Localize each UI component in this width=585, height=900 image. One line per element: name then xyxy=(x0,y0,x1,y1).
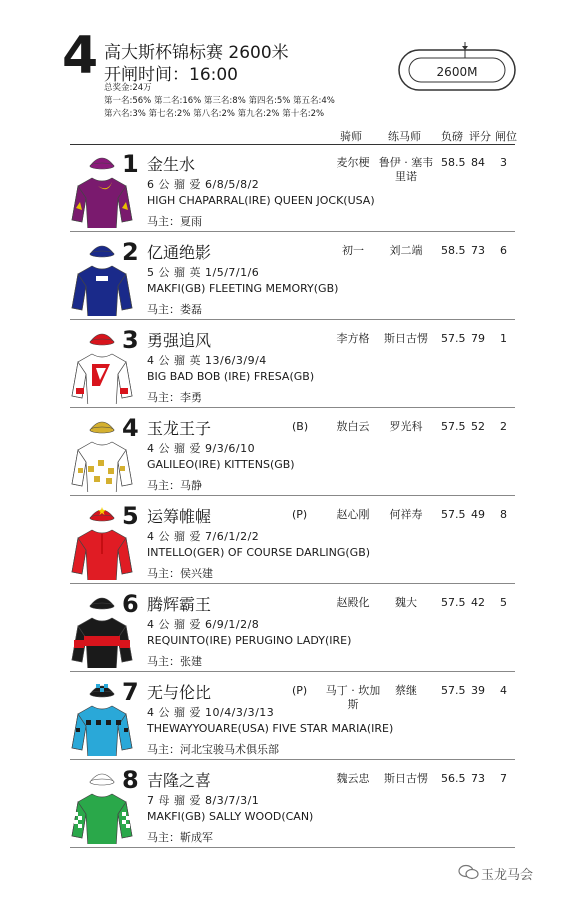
equipment-tag: (P) xyxy=(292,508,308,521)
barrier-draw: 8 xyxy=(500,508,507,521)
row-divider xyxy=(70,671,515,672)
footer-brand: 玉龙马会 xyxy=(481,868,534,883)
equipment-tag: (P) xyxy=(292,684,308,697)
jockey-name: 魏云忠 xyxy=(336,772,370,785)
trainer-name: 何祥寿 xyxy=(389,508,423,521)
runner-row xyxy=(0,586,585,672)
horse-number: 1 xyxy=(122,150,139,178)
column-jockey: 骑师 xyxy=(340,130,362,143)
header-divider xyxy=(70,144,515,145)
barrier-draw: 4 xyxy=(500,684,507,697)
horse-number: 3 xyxy=(122,326,139,354)
runner-row xyxy=(0,146,585,232)
horse-owner: 马主：李勇 xyxy=(147,391,202,404)
carried-weight: 56.5 xyxy=(441,772,466,785)
horse-number: 8 xyxy=(122,766,139,794)
horse-pedigree: MAKFI(GB) FLEETING MEMORY(GB) xyxy=(147,282,339,295)
row-divider xyxy=(70,407,515,408)
barrier-draw: 2 xyxy=(500,420,507,433)
jockey-name: 赵心刚 xyxy=(336,508,370,521)
carried-weight: 57.5 xyxy=(441,420,466,433)
horse-number: 5 xyxy=(122,502,139,530)
horse-stats: 4 公 骝 爱 9/3/6/10 xyxy=(147,442,256,455)
horse-rating: 49 xyxy=(471,508,485,521)
horse-stats: 4 公 骝 英 13/6/3/9/4 xyxy=(147,354,267,367)
horse-pedigree: HIGH CHAPARRAL(IRE) QUEEN JOCK(USA) xyxy=(147,194,375,207)
column-draw: 闸位 xyxy=(495,130,517,143)
horse-name: 腾辉霸王 xyxy=(147,595,212,614)
horse-owner: 马主：靳成军 xyxy=(147,831,213,844)
horse-pedigree: THEWAYYOUARE(USA) FIVE STAR MARIA(IRE) xyxy=(147,722,394,735)
carried-weight: 57.5 xyxy=(441,332,466,345)
trainer-name: 魏大 xyxy=(395,596,417,609)
runner-row xyxy=(0,410,585,496)
horse-number: 7 xyxy=(122,678,139,706)
horse-rating: 39 xyxy=(471,684,485,697)
row-divider xyxy=(70,847,515,848)
jockey-name: 麦尔梗 xyxy=(336,156,370,169)
jockey-name: 初一 xyxy=(342,244,364,257)
horse-pedigree: REQUINTO(IRE) PERUGINO LADY(IRE) xyxy=(147,634,352,647)
carried-weight: 58.5 xyxy=(441,244,466,257)
horse-stats: 6 公 骝 爱 6/8/5/8/2 xyxy=(147,178,260,191)
row-divider xyxy=(70,319,515,320)
jockey-name: 赵殿化 xyxy=(336,596,370,609)
horse-name: 勇强追风 xyxy=(147,331,212,350)
horse-owner: 马主：张建 xyxy=(147,655,202,668)
purse-total: 总奖金:24万 xyxy=(104,83,152,93)
horse-name: 玉龙王子 xyxy=(147,419,212,438)
prize-line-2: 第六名:3% 第七名:2% 第八名:2% 第九名:2% 第十名:2% xyxy=(104,109,325,119)
horse-owner: 马主：马静 xyxy=(147,479,202,492)
runner-row xyxy=(0,498,585,584)
track-diagram-icon xyxy=(395,38,520,94)
race-number: 4 xyxy=(62,26,99,86)
row-divider xyxy=(70,583,515,584)
carried-weight: 57.5 xyxy=(441,508,466,521)
runner-row xyxy=(0,322,585,408)
horse-pedigree: MAKFI(GB) SALLY WOOD(CAN) xyxy=(147,810,314,823)
column-weight: 负磅 xyxy=(441,130,463,143)
barrier-draw: 3 xyxy=(500,156,507,169)
jockey-name: 李方格 xyxy=(336,332,370,345)
horse-rating: 79 xyxy=(471,332,485,345)
column-trainer: 练马师 xyxy=(388,130,421,143)
horse-rating: 42 xyxy=(471,596,485,609)
row-divider xyxy=(70,231,515,232)
horse-pedigree: BIG BAD BOB (IRE) FRESA(GB) xyxy=(147,370,315,383)
race-title: 高大斯杯锦标赛 2600米 xyxy=(104,43,289,63)
horse-stats: 4 公 骝 爱 10/4/3/3/13 xyxy=(147,706,275,719)
equipment-tag: (B) xyxy=(292,420,309,433)
trainer-name: 斯日古愣 xyxy=(384,332,428,345)
wechat-icon xyxy=(458,864,480,880)
barrier-draw: 7 xyxy=(500,772,507,785)
horse-number: 6 xyxy=(122,590,139,618)
horse-rating: 73 xyxy=(471,772,485,785)
horse-stats: 5 公 骝 英 1/5/7/1/6 xyxy=(147,266,260,279)
race-header xyxy=(0,0,585,145)
trainer-name: 斯日古愣 xyxy=(384,772,428,785)
horse-name: 吉隆之喜 xyxy=(147,771,212,790)
horse-stats: 7 母 骝 爱 8/3/7/3/1 xyxy=(147,794,260,807)
prize-line-1: 第一名:56% 第二名:16% 第三名:8% 第四名:5% 第五名:4% xyxy=(104,96,335,106)
horse-name: 无与伦比 xyxy=(147,683,212,702)
horse-pedigree: GALILEO(IRE) KITTENS(GB) xyxy=(147,458,295,471)
carried-weight: 58.5 xyxy=(441,156,466,169)
runner-row xyxy=(0,674,585,760)
horse-name: 金生水 xyxy=(147,155,196,174)
horse-owner: 马主：娄磊 xyxy=(147,303,202,316)
horse-owner: 马主：河北宝骏马术俱乐部 xyxy=(147,743,279,756)
jockey-name: 马丁 · 坎加斯 xyxy=(325,684,381,711)
runner-row xyxy=(0,234,585,320)
trainer-name: 鲁伊 · 塞韦里诺 xyxy=(378,156,434,183)
horse-number: 2 xyxy=(122,238,139,266)
barrier-draw: 5 xyxy=(500,596,507,609)
race-start-time: 开闸时间：16:00 xyxy=(104,65,238,85)
trainer-name: 蔡继 xyxy=(395,684,417,697)
carried-weight: 57.5 xyxy=(441,596,466,609)
row-divider xyxy=(70,495,515,496)
horse-rating: 52 xyxy=(471,420,485,433)
row-divider xyxy=(70,759,515,760)
horse-owner: 马主：夏雨 xyxy=(147,215,202,228)
track-distance-label: 2600M xyxy=(436,65,478,79)
column-rating: 评分 xyxy=(469,130,491,143)
trainer-name: 罗光科 xyxy=(389,420,423,433)
horse-pedigree: INTELLO(GER) OF COURSE DARLING(GB) xyxy=(147,546,371,559)
runner-row xyxy=(0,762,585,848)
jockey-name: 敖白云 xyxy=(336,420,370,433)
carried-weight: 57.5 xyxy=(441,684,466,697)
horse-number: 4 xyxy=(122,414,139,442)
horse-name: 运筹帷幄 xyxy=(147,507,212,526)
horse-rating: 84 xyxy=(471,156,485,169)
barrier-draw: 6 xyxy=(500,244,507,257)
horse-rating: 73 xyxy=(471,244,485,257)
horse-stats: 4 公 骝 爱 7/6/1/2/2 xyxy=(147,530,260,543)
horse-owner: 马主：侯兴建 xyxy=(147,567,213,580)
trainer-name: 刘二端 xyxy=(389,244,423,257)
barrier-draw: 1 xyxy=(500,332,507,345)
prize-distribution xyxy=(104,82,335,121)
horse-stats: 4 公 骝 爱 6/9/1/2/8 xyxy=(147,618,260,631)
horse-name: 亿通绝影 xyxy=(147,243,212,262)
